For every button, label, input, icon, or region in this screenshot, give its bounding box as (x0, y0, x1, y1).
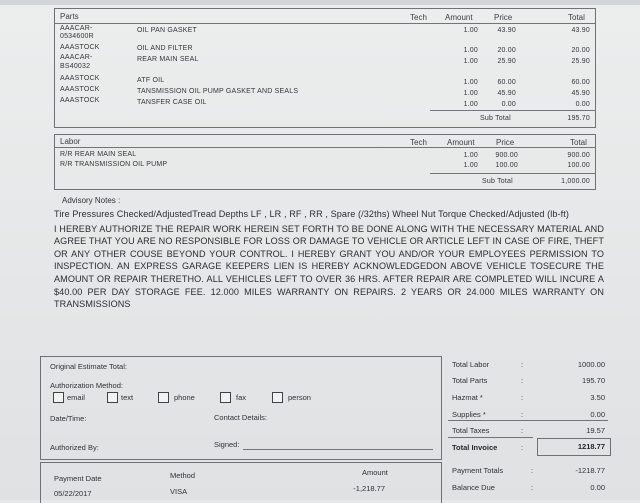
parts-amount-header: Amount (445, 13, 473, 22)
signed-label: Signed: (214, 440, 240, 449)
advisory-tire-line: Tire Pressures Checked/AdjustedTread Depths LF , LR , RF , RR , Spare (/32ths) Wheel Nut Torque Checked/Adjusted (lb-ft) (54, 209, 570, 219)
labor-section-header: Labor (60, 137, 81, 146)
part-code-line2: 0534600R (60, 33, 94, 40)
part-amount: 1.00 (463, 58, 478, 65)
labor-subtotal-value: 1,000.00 (561, 178, 590, 185)
original-estimate-label: Original Estimate Total: (50, 362, 127, 371)
part-amount: 1.00 (463, 101, 478, 108)
payment-amount-header: Amount (362, 468, 388, 477)
date-time-label: Date/Time: (50, 414, 87, 423)
colon: : (531, 466, 534, 475)
part-code: AAACAR- (60, 54, 93, 61)
total-taxes-value: 19.57 (586, 426, 605, 435)
payment-method-value: VISA (170, 487, 188, 496)
phone-option-label: phone (174, 393, 195, 402)
part-price: 45.90 (497, 90, 516, 97)
advisory-title: Advisory Notes : (62, 196, 121, 205)
part-price: 0.00 (501, 101, 516, 108)
part-amount: 1.00 (463, 47, 478, 54)
part-description: ATF OIL (137, 77, 165, 84)
part-description: TANSMISSION OIL PUMP GASKET AND SEALS (137, 88, 299, 95)
part-price: 25.90 (497, 58, 516, 65)
colon: : (521, 376, 524, 385)
parts-subtotal-label: Sub Total (480, 115, 511, 122)
authorization-method-label: Authorization Method: (50, 381, 123, 390)
balance-due-value: 0.00 (590, 483, 605, 492)
parts-price-header: Price (494, 13, 513, 22)
part-price: 60.00 (497, 79, 516, 86)
labor-subtotal-label: Sub Total (482, 178, 513, 185)
parts-header-rule (54, 23, 595, 24)
labor-description: R/R TRANSMISSION OIL PUMP (60, 161, 168, 168)
labor-description: R/R REAR MAIN SEAL (60, 151, 137, 158)
labor-total-header: Total (570, 138, 587, 147)
email-checkbox[interactable] (53, 392, 64, 403)
part-price: 20.00 (497, 47, 516, 54)
email-option-label: email (67, 393, 85, 402)
totals-rule (448, 420, 608, 421)
colon: : (521, 410, 524, 419)
part-amount: 1.00 (463, 79, 478, 86)
parts-subtotal-value: 195.70 (567, 115, 590, 122)
payment-totals-label: Payment Totals (452, 466, 504, 475)
colon: : (521, 393, 524, 402)
labor-amount-header: Amount (447, 138, 475, 147)
labor-subtotal-rule (430, 173, 595, 174)
text-option-label: text (121, 393, 134, 402)
parts-tech-header: Tech (410, 13, 427, 22)
signature-line[interactable] (243, 449, 433, 450)
labor-total: 100.00 (567, 162, 590, 169)
payment-date-value: 05/22/2017 (54, 489, 92, 498)
part-code: AAASTOCK (60, 75, 100, 82)
part-total: 60.00 (571, 79, 590, 86)
text-checkbox[interactable] (107, 392, 118, 403)
part-description: OIL AND FILTER (137, 45, 193, 52)
part-code-line2: BS40032 (60, 63, 91, 70)
invoice-rule (448, 437, 533, 438)
colon: : (531, 483, 534, 492)
parts-section-header: Parts (60, 12, 79, 21)
part-description: OIL PAN GASKET (137, 27, 197, 34)
labor-price-header: Price (496, 138, 515, 147)
labor-total: 900.00 (567, 152, 590, 159)
part-total: 0.00 (575, 101, 590, 108)
part-code: AAACAR- (60, 25, 93, 32)
parts-subtotal-rule (430, 110, 595, 111)
top-edge (0, 0, 640, 5)
colon: : (521, 443, 524, 452)
part-price: 43.90 (497, 27, 516, 34)
fax-option-label: fax (236, 393, 247, 402)
total-invoice-label: Total Invoice (452, 443, 498, 452)
contact-details-label: Contact Details: (214, 413, 267, 422)
person-option-label: person (288, 393, 311, 402)
colon: : (521, 360, 524, 369)
colon: : (521, 426, 524, 435)
phone-checkbox[interactable] (158, 392, 169, 403)
part-description: REAR MAIN SEAL (137, 56, 199, 63)
payment-amount-value: -1,218.77 (353, 484, 385, 493)
payment-totals-value: -1218.77 (575, 466, 605, 475)
total-labor-value: 1000.00 (577, 360, 605, 369)
authorized-by-label: Authorized By: (50, 443, 99, 452)
part-code: AAASTOCK (60, 44, 100, 51)
part-total: 43.90 (571, 27, 590, 34)
authorization-statement: I HEREBY AUTHORIZE THE REPAIR WORK HEREIN SET FORTH TO BE DONE ALONG WITH THE NECESSARY MATERIAL AND AGREE THAT YOU ARE NO RESPONSIBLE FOR LOSS OR DAMAGE TO VEHICLE OR ARTICLE LEFT IN CASE OF FIRE, THEFT OR ANY OTHER COUSE BEYOND YOUR CONTROL. I HEREBY GRANT YOU AND/OR YOUR EMPLOYEES PERMISSION TO INSPECTION. AN EXPRESS GARAGE KEEPERS LIEN IS HEREBY ACKNOWLEDGEDON ABOVE VEHICLE TOSECURE THE AMOUNT OR REPAIR THERETHO. ALL VEHICLES LEFT TO OVER 36 HRS. AFTER REPAIR ARE COMPLETED WILL INCURE A $40.00 PER DAY STORAGE FEE. 12.000 MILES WARRANTY ON REPAIRS. 2 YEARS OR 24.000 MILES WARRANTY ON TRANSMISSIONS (54, 223, 604, 310)
total-labor-label: Total Labor (452, 360, 490, 369)
labor-tech-header: Tech (410, 138, 427, 147)
hazmat-label: Hazmat * (452, 393, 483, 402)
person-checkbox[interactable] (272, 392, 283, 403)
part-amount: 1.00 (463, 90, 478, 97)
total-taxes-label: Total Taxes (452, 426, 490, 435)
balance-due-label: Balance Due (452, 483, 495, 492)
payment-date-header: Payment Date (54, 474, 102, 483)
total-parts-value: 195.70 (582, 376, 605, 385)
fax-checkbox[interactable] (220, 392, 231, 403)
part-total: 25.90 (571, 58, 590, 65)
part-total: 45.90 (571, 90, 590, 97)
part-description: TANSFER CASE OIL (137, 99, 207, 106)
labor-header-rule (54, 147, 595, 148)
labor-price: 900.00 (495, 152, 518, 159)
supplies-value: 0.00 (590, 410, 605, 419)
supplies-label: Supplies * (452, 410, 486, 419)
part-amount: 1.00 (463, 27, 478, 34)
part-total: 20.00 (571, 47, 590, 54)
labor-amount: 1.00 (463, 152, 478, 159)
advisory-notes (54, 208, 604, 311)
parts-total-header: Total (568, 13, 585, 22)
part-code: AAASTOCK (60, 86, 100, 93)
payment-method-header: Method (170, 471, 196, 480)
part-code: AAASTOCK (60, 97, 100, 104)
labor-amount: 1.00 (463, 162, 478, 169)
total-invoice-value: 1218.77 (577, 442, 605, 451)
authorization-form (40, 356, 442, 460)
total-parts-label: Total Parts (452, 376, 488, 385)
labor-price: 100.00 (495, 162, 518, 169)
hazmat-value: 3.50 (590, 393, 605, 402)
